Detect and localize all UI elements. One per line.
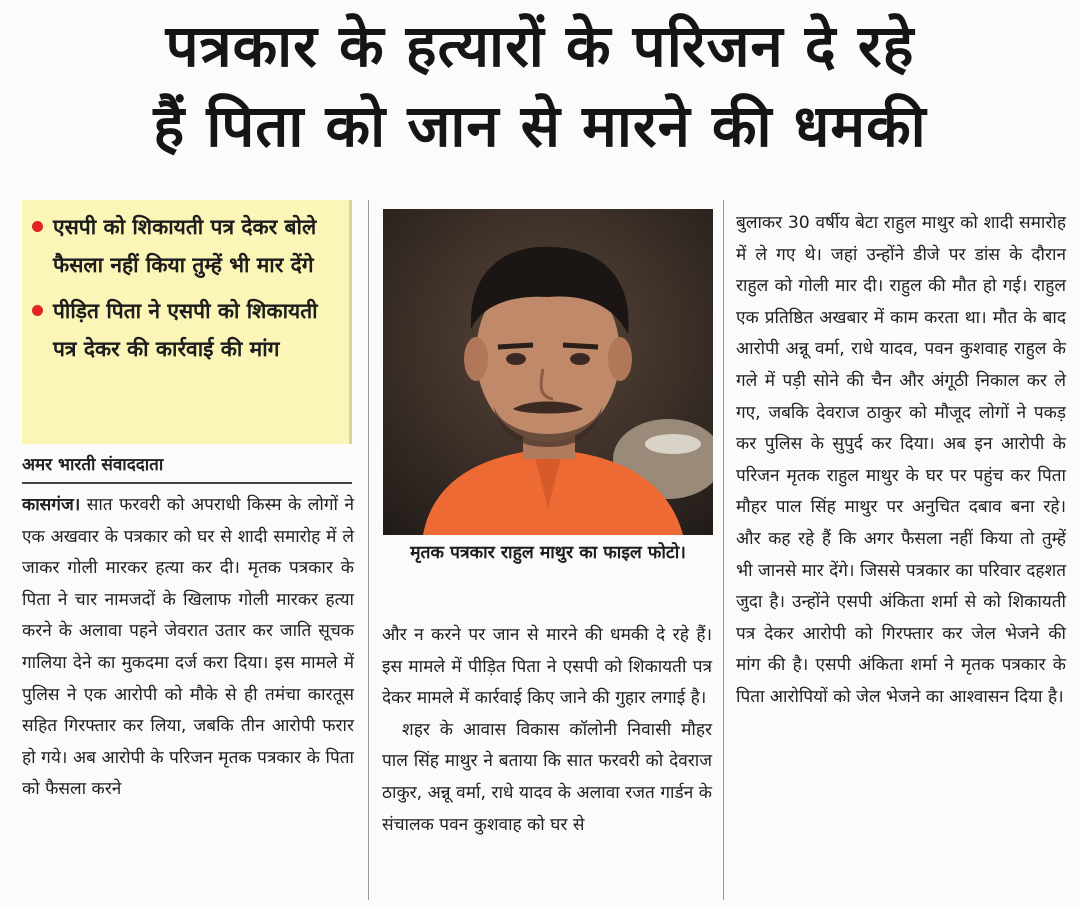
column-divider [723, 200, 724, 900]
bullet-icon [32, 221, 43, 232]
article-photo [383, 209, 713, 535]
article-text: बुलाकर 30 वर्षीय बेटा राहुल माथुर को शादी समारोह में ले गए थे। जहां उन्होंने डीजे पर डांस के दौरान राहुल को गोली मार दी। राहुल की मौत हो गई। राहुल एक प्रतिष्ठित अखबार में काम करता था। मौत के बाद आरोपी अन्नू वर्मा, राधे यादव, पवन कुशवाह राहुल के गले में पड़ी सोने की चैन और अंगूठी निकाल कर ले गए, जबकि देवराज ठाकुर को मौजूद लोगों ने पकड़ कर पुलिस के सुपुर्द कर दिया। अब इन आरोपी के परिजन मृतक राहुल माथुर के घर पर पहुंच कर पिता मौहर पाल सिंह माथुर पर अनुचित दबाव बना रहे। और कह रहे हैं कि अगर फैसला नहीं किया तो तुम्हें भी जानसे मार देंगे। जिससे पत्रकार का परिवार दहशत जुदा है। उन्होंने एसपी अंकिता शर्मा से को शिकायती पत्र देकर आरोपी को गिरफ्तार कर जेल भेजने की मांग की है। एसपी अंकिता शर्मा ने मृतक पत्रकार के पिता आरोपियों को जेल भेजने का आश्वासन दिया है। [736, 213, 1066, 707]
article-text: सात फरवरी को अपराधी किस्म के लोगों ने एक अखवार के पत्रकार को घर से शादी समारोह में ले जाकर गोली मारकर हत्या कर दी। मृतक पत्रकार के पिता ने चार नामजदों के खिलाफ गोली मारकर हत्या करने के अलावा पहने जेवरात उतार कर जाति सूचक गालिया देने का मुकदमा दर्ज करा दिया। इस मामले में पुलिस ने एक आरोपी को मौके से ही तमंचा कारतूस सहित गिरफ्तार कर लिया, जबकि तीन आरोपी फरार हो गये। अब आरोपी के परिजन मृतक पत्रकार के पिता को फैसला करने [22, 495, 354, 800]
headline-line-1: पत्रकार के हत्यारों के परिजन दे रहे [165, 12, 915, 80]
article-column-middle [382, 620, 712, 841]
highlight-item [32, 208, 341, 284]
dateline: कासगंज। [22, 495, 81, 515]
article-paragraph: और न करने पर जान से मारने की धमकी दे रहे हैं। इस मामले में पीड़ित पिता ने एसपी को शिकायती पत्र देकर मामले में कार्रवाई किए जाने की गुहार लगाई है। [382, 625, 712, 709]
article-column-left [22, 490, 354, 806]
bullet-icon [32, 305, 43, 316]
highlight-box [22, 200, 352, 444]
article-paragraph: शहर के आवास विकास कॉलोनी निवासी मौहर पाल सिंह माथुर ने बताया कि सात फरवरी को देवराज ठाकुर, अन्नू वर्मा, राधे यादव के अलावा रजत गार्डन के संचालक पवन कुशवाह को घर से [382, 719, 712, 835]
photo-caption: मृतक पत्रकार राहुल माथुर का फाइल फोटो। [410, 543, 686, 563]
headline [0, 6, 1080, 166]
highlight-text: पीड़ित पिता ने एसपी को शिकायती पत्र देकर की कार्रवाई की मांग [53, 299, 318, 361]
column-divider [368, 200, 369, 900]
highlight-item [32, 292, 341, 368]
byline: अमर भारती संवाददाता [22, 452, 352, 484]
headline-line-2: हैं पिता को जान से मारने की धमकी [153, 92, 927, 160]
portrait-image [383, 209, 713, 535]
highlight-text: एसपी को शिकायती पत्र देकर बोले फैसला नहीं किया तुम्हें भी मार देंगे [53, 215, 317, 277]
article-column-right [736, 208, 1066, 714]
